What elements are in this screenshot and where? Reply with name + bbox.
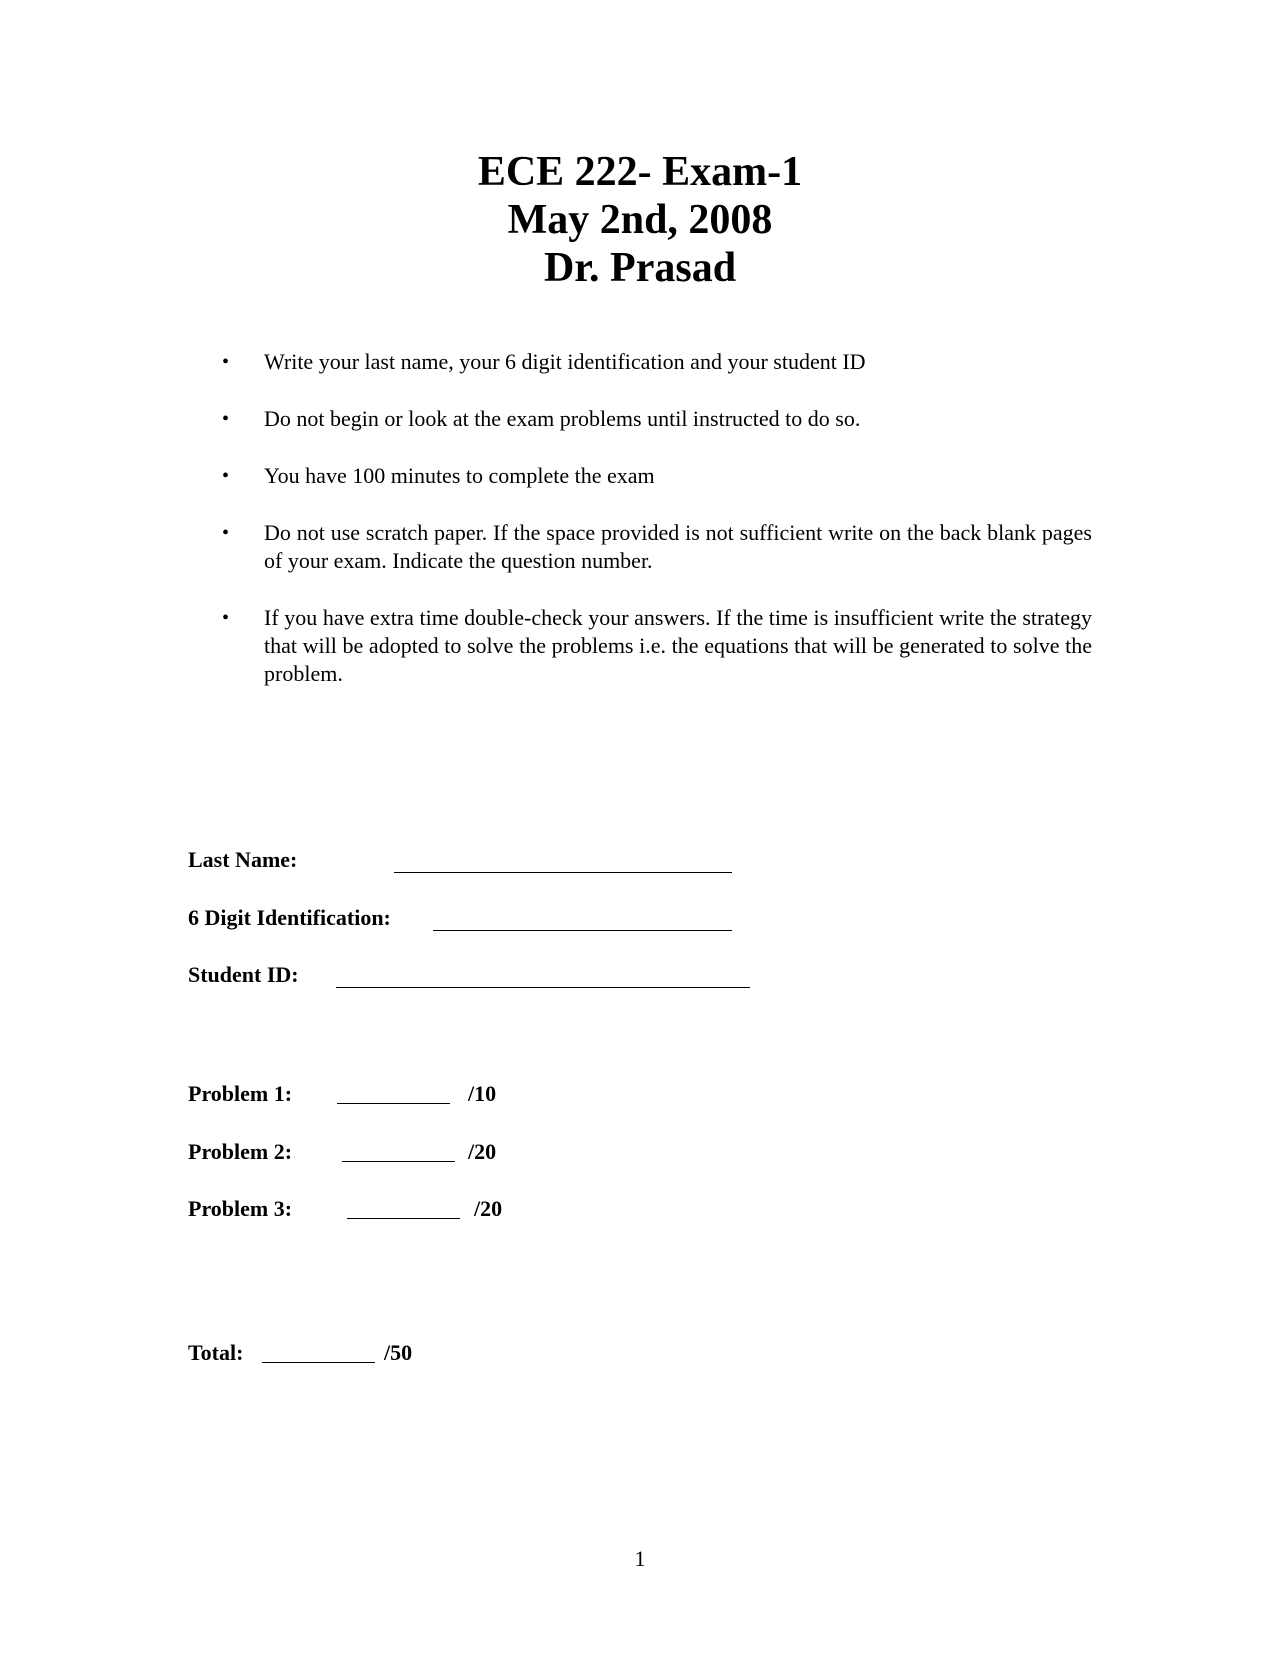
course-title: ECE 222- Exam-1 [477,149,803,195]
page-number: 1 [634,1546,646,1571]
instruction-text: Do not begin or look at the exam problems until instructed to do so. [264,406,861,431]
instructor-name: Dr. Prasad [543,245,737,291]
bullet-icon: • [222,522,230,544]
bullet-icon: • [222,351,230,373]
six-digit-id-label: 6 Digit Identification: [188,905,391,930]
problem-2-score-field[interactable] [342,1161,455,1162]
problem-1-max: /10 [468,1081,497,1106]
bullet-icon: • [222,607,230,629]
student-id-label: Student ID: [188,962,299,987]
total-label: Total: [188,1340,244,1365]
instruction-text: You have 100 minutes to complete the exam [264,463,655,488]
last-name-field[interactable] [394,872,732,873]
bullet-icon: • [222,465,230,487]
problem-1-score-field[interactable] [337,1103,450,1104]
problem-1-label: Problem 1: [188,1081,293,1106]
problem-3-score-field[interactable] [347,1218,460,1219]
problem-2-label: Problem 2: [188,1139,293,1164]
six-digit-id-field[interactable] [433,930,732,931]
student-info-section [188,0,988,1400]
problem-3-max: /20 [474,1196,503,1221]
instruction-text: Do not use scratch paper. If the space provided is not sufficient write on the back blank pages of your exam. Indicate the question number. [264,520,1092,573]
exam-date: May 2nd, 2008 [507,197,773,243]
bullet-icon: • [222,408,230,430]
problem-3-label: Problem 3: [188,1196,293,1221]
problem-2-max: /20 [468,1139,497,1164]
total-max: /50 [384,1340,413,1365]
instruction-text: If you have extra time double-check your answers. If the time is insufficient write the strategy that will be adopted to solve the problems i.e. the equations that will be generated to solve the problem. [264,605,1092,686]
total-score-field[interactable] [262,1362,375,1363]
instruction-text: Write your last name, your 6 digit identification and your student ID [264,349,866,374]
student-id-field[interactable] [336,987,750,988]
last-name-label: Last Name: [188,847,298,872]
